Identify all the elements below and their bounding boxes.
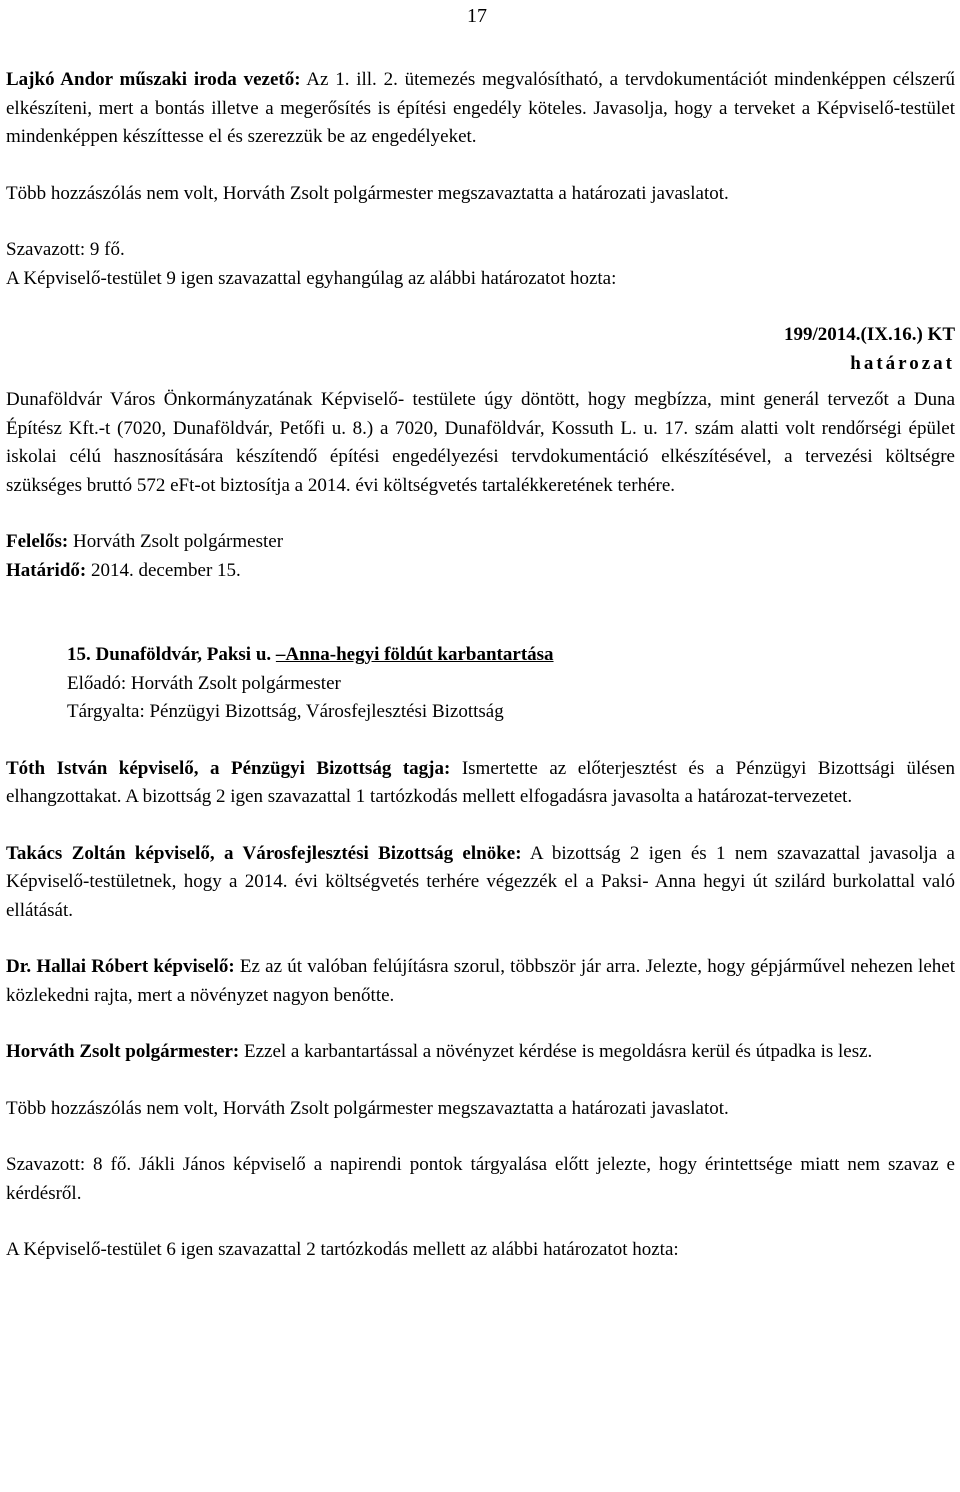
agenda-discussed-by: Tárgyalta: Pénzügyi Bizottság, Városfejlesztési Bizottság (67, 701, 504, 722)
resolution-heading: határozat (850, 352, 955, 374)
speaker-name: Tóth István képviselő, a Pénzügyi Bizottság tagja: (6, 757, 451, 779)
vote-result: A Képviselő-testület 6 igen szavazattal 2 tartózkodás mellett az alábbi határozatot hozta: (6, 1239, 679, 1260)
speech-paragraph (6, 953, 955, 1010)
speech-paragraph (6, 66, 955, 152)
agenda-title (6, 641, 955, 670)
speech-paragraph (6, 840, 955, 926)
resolution-body: Dunaföldvár Város Önkormányzatának Képviselő- testülete úgy döntött, hogy megbízza, mint generál tervezőt a Duna Építész Kft.-t (7020, Dunaföldvár, Petőfi u. 8.) a 7020, Dunaföldvár, Kossuth L. u. 17. szám alatti volt rendőrségi épület iskolai célú hasznosítására készítendő építési engedélyezési tervdokumentáció elkészítésével, a tervezési költségre szükséges bruttó 572 eFt-ot biztosítja a 2014. évi költségvetés tartalékkeretének terhére. (6, 389, 955, 496)
agenda-presenter: Előadó: Horváth Zsolt polgármester (67, 672, 341, 694)
speech-paragraph (6, 1038, 955, 1067)
speaker-name: Takács Zoltán képviselő, a Városfejlesztési Bizottság elnöke: (6, 842, 522, 864)
speech-text: Ez az út valóban felújításra szorul, többször jár arra. Jelezte, hogy gépjárművel nehezen lehet közlekedni rajta, mert a növényzet nagyon benőtte. (6, 956, 955, 1006)
deadline-label: Határidő: (6, 559, 87, 581)
speaker-name: Dr. Hallai Róbert képviselő: (6, 956, 235, 977)
speech-paragraph (6, 755, 955, 812)
deadline-value: 2014. december 15. (86, 559, 241, 581)
vote-count: Szavazott: 9 fő. (6, 239, 125, 260)
page-number: 17 (467, 5, 487, 27)
speech-text: Ismertette az előterjesztést és a Pénzügyi Bizottsági ülésen elhangzottakat. A bizottság 2 igen szavazattal 1 tartózkodás mellett elfogadásra javasolta a határozat-tervezetet. (6, 757, 955, 807)
speech-text: A bizottság 2 igen és 1 nem szavazattal javasolja a Képviselő-testületnek, hogy a 2014. évi költségvetés terhére végezzék el a Paksi- Anna hegyi út szilárd burkolattal való ellátását. (6, 842, 955, 921)
speaker-name: Lajkó Andor műszaki iroda vezető: (6, 69, 301, 90)
resolution-deadline (6, 557, 955, 586)
speech-text: Az 1. ill. 2. ütemezés megvalósítható, a tervdokumentációt mindenképpen célszerű elkészíteni, mert a bontás illetve a megerősítés is építési engedély köteles. Javasolja, hogy a terveket a Képviselő-testület mindenképpen készíttesse el és szerezzük be az engedélyeket. (6, 69, 955, 147)
agenda-title-underlined: –Anna-hegyi földút karbantartása (275, 644, 554, 665)
vote-result: A Képviselő-testület 9 igen szavazattal egyhangúlag az alábbi határozatot hozta: (6, 267, 617, 289)
responsible-value: Horváth Zsolt polgármester (68, 531, 284, 552)
document-body (6, 66, 955, 1265)
vote-call-paragraph: Több hozzászólás nem volt, Horváth Zsolt polgármester megszavaztatta a határozati javaslatot. (6, 182, 729, 204)
vote-count-paragraph: Szavazott: 8 fő. Jákli János képviselő a napirendi pontok tárgyalása előtt jelezte, hogy érintettsége miatt nem szavaz e kérdésről. (6, 1154, 955, 1204)
resolution-responsible (6, 528, 955, 557)
responsible-label: Felelős: (6, 531, 69, 552)
agenda-title-plain: 15. Dunaföldvár, Paksi u. (67, 644, 276, 665)
resolution-number: 199/2014.(IX.16.) KT (784, 324, 955, 345)
speaker-name: Horváth Zsolt polgármester: (6, 1041, 240, 1062)
speech-text: Ezzel a karbantartással a növényzet kérdése is megoldásra kerül és útpadka is lesz. (239, 1041, 873, 1062)
vote-call-paragraph: Több hozzászólás nem volt, Horváth Zsolt polgármester megszavaztatta a határozati javaslatot. (6, 1097, 729, 1119)
